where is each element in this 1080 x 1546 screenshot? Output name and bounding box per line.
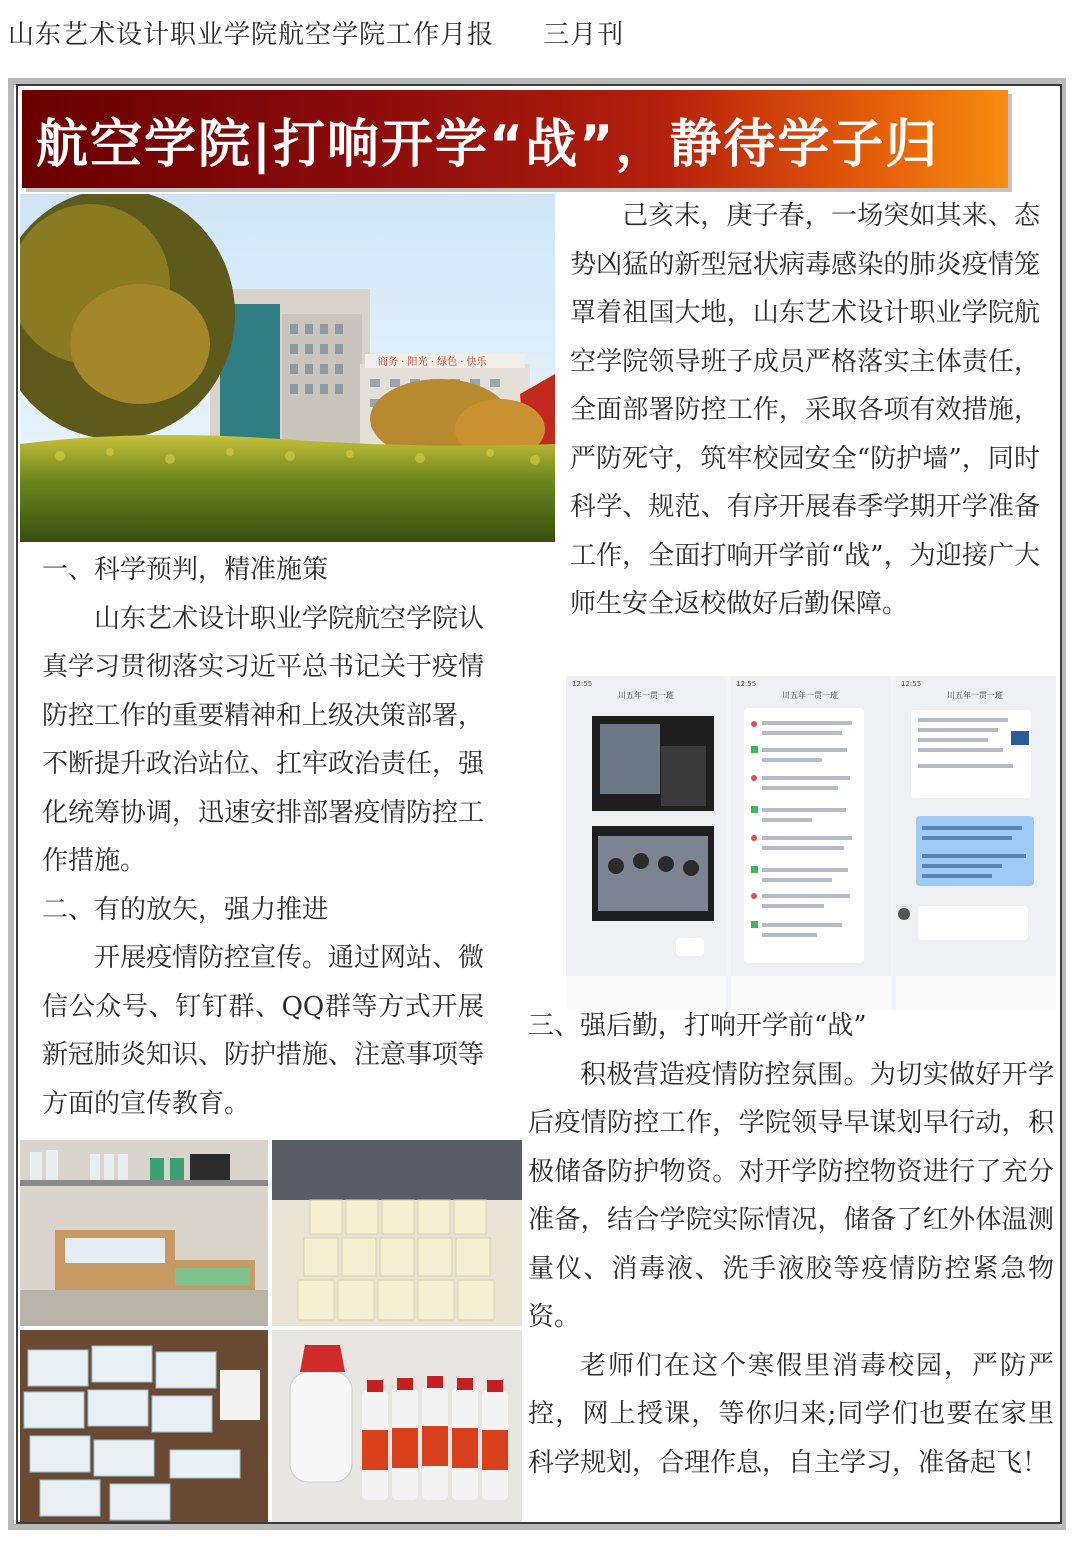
section2-heading: 二、有的放矢，强力推进 (42, 894, 329, 925)
issue-label: 三月刊 (543, 20, 625, 50)
campus-photo (20, 194, 555, 542)
chat-time-3: 12:55 (901, 680, 922, 688)
intro-paragraph: 己亥末，庚子春，一场突如其来、态势凶猛的新型冠状病毒感染的肺炎疫情笼罩着祖国大地，山东艺术设计职业学院航空学院领导班子成员严格落实主体责任，全面部署防控工作，采取各项有效措施，严防死守，筑牢校园安全“防护墙”，同时科学、规范、有序开展春季学期开学准备工作，全面打响开学前“战”，为迎接广大师生安全返校做好后勤保障。 (570, 201, 1040, 619)
section1-paragraph: 山东艺术设计职业学院航空学院认真学习贯彻落实习近平总书记关于疫情防控工作的重要精神和上级决策部署，不断提升政治站位、扛牢政治责任，强化统筹协调，迅速安排部署疫情防控工作措施。 (42, 603, 485, 876)
supplies-photo-collage (20, 1140, 522, 1522)
sprayer-bottles-photo (272, 1330, 522, 1522)
article-title: 航空学院|打响开学“战”，静待学子归 (36, 114, 940, 175)
chat-screen-2 (731, 676, 891, 1010)
section3-paragraph-2: 老师们在这个寒假里消毒校园，严防严控，网上授课，等你归来;同学们也要在家里科学规划，合理作息，自主学习，准备起飞！ (528, 1350, 1054, 1478)
section2-paragraph: 开展疫情防控宣传。通过网站、微信公众号、钉钉群、QQ群等方式开展新冠肺炎知识、防护措施、注意事项等方面的宣传教育。 (42, 943, 485, 1119)
chat-time-1: 12:55 (572, 680, 593, 688)
chat-title-3: 川五年一贯一班 (947, 691, 1003, 700)
mask-packs-photo (20, 1330, 268, 1522)
chat-title-2: 川五年一贯一班 (782, 691, 838, 700)
left-text-block (42, 546, 484, 1128)
section3-heading: 三、强后勤，打响开学前“战” (528, 1011, 867, 1041)
campus-sign: 商务 · 阳光 · 绿色 · 快乐 (378, 357, 487, 368)
chat-screen-3 (896, 676, 1056, 1010)
intro-text-block (570, 192, 1040, 629)
chat-title-1: 川五年一贯一班 (618, 691, 674, 700)
section3-paragraph-1: 积极营造疫情防控氛围。为切实做好开学后疫情防控工作，学院领导早谋划早行动，积极储备防护物资。对开学防控物资进行了充分准备，结合学院实际情况，储备了红外体温测量仪、消毒液、洗手液胶等疫情防控紧急物资。 (528, 1059, 1054, 1332)
chat-time-2: 12:55 (736, 680, 757, 688)
bleach-bottles (362, 1376, 508, 1500)
right-bottom-text-block (528, 1002, 1054, 1487)
chat-screen-1 (566, 676, 726, 1010)
publication-header (8, 14, 624, 51)
publication-title: 山东艺术设计职业学院航空学院工作月报 (8, 20, 495, 50)
title-banner (22, 90, 1008, 188)
chat-screenshots (566, 676, 1056, 1010)
supplies-shelf-photo (20, 1140, 268, 1326)
disinfectant-jerrycans-photo (272, 1140, 522, 1326)
section1-heading: 一、科学预判，精准施策 (42, 555, 329, 585)
